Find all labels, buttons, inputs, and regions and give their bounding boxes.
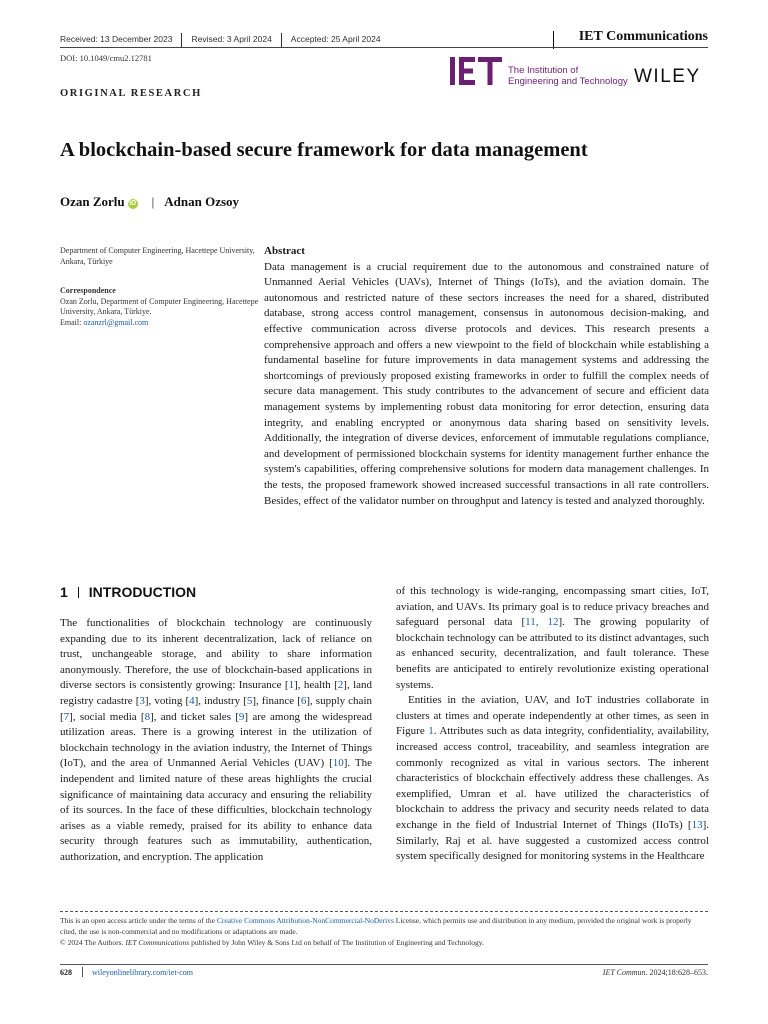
abstract-heading: Abstract (264, 245, 305, 257)
affiliation: Department of Computer Engineering, Hacettepe University, Ankara, Türkiye (60, 246, 255, 266)
citation-link[interactable]: 7 (63, 710, 70, 723)
citation-link[interactable]: 11, 12 (525, 616, 559, 629)
email-label: Email: (60, 317, 82, 327)
left-column (60, 616, 372, 866)
citation-link[interactable]: 10 (332, 757, 344, 770)
abstract-text: Data management is a crucial requirement due to the autonomous and constrained nature of Unmanned Aerial Vehicles (UAVs), Internet of Things (IoTs), and the aviation domain. The autonomous and restricted nature of these sectors increases the need for a shared, distributed database, strong access control management, consensus in autonomous decision-making, and effective communication across diverse protocols and devices. This research presents a comprehensive approach and offers a new viewpoint to the field of blockchain while establishing a fundamental baseline for future improvements in data management systems and addressing the shortcomings of previously proposed existing frameworks in order to fulfill the complex needs of secure data management. This study contributes to the advancement of secure and efficient data management systems by implementing robust data monitoring for error detection, ensuring data integrity, and enabling encrypted or anonymous data sharing based on sensitivity levels. Additionally, the integration of diverse devices, enforcement of immutable regulations compliance, and development of permissioned blockchain systems for identity management further enhance the system's capabilities, offering comprehensive solutions for modern data management challenges. In the tests, the proposed framework showed increased successful transactions in all rate controllers. Besides, effect of the validator number on throughput and latency is tested and analyzed thoroughly. (264, 260, 709, 507)
correspondence-text: Ozan Zorlu, Department of Computer Engineering, Hacettepe University, Ankara, Türkiye. (60, 296, 259, 316)
author-separator: | (151, 194, 155, 209)
correspondence-heading: Correspondence (60, 286, 116, 295)
journal-name[interactable]: IET Communications (578, 29, 708, 44)
intro-paragraph-2: Entities in the aviation, UAV, and IoT industries collaborate in clusters at times and operate independently at other times, as seen in Figure 1. Attributes such as data integrity, confidentiality, availability, increased access control, traceability, and seamless integration are commonly recognized as vital in various sectors. The inherent characteristics of blockchain effectively address these challenges. As exemplified, Umran et al. have utilized the characteristics of blockchain to address the privacy and security needs related to data exchange in the field of Industrial Internet of Things (IIoTs) [13]. Similarly, Raj et al. have suggested a customized access control system specifically designed for monitoring systems in the Healthcare (396, 694, 709, 863)
page-separator (82, 967, 83, 977)
author-1[interactable]: Ozan Zorlu (60, 194, 125, 209)
right-column (396, 584, 709, 865)
citation-link[interactable]: 1 (288, 679, 295, 692)
article-title: A blockchain-based secure framework for data management (60, 139, 588, 161)
citation-link[interactable]: 8 (144, 710, 151, 723)
section-number: 1 (60, 584, 68, 600)
orcid-icon[interactable]: iD (129, 200, 137, 207)
citation-link[interactable]: 3 (139, 694, 145, 707)
author-list (60, 194, 239, 210)
email-link[interactable]: ozanzrl@gmail.com (83, 317, 149, 327)
footnote-rule (60, 911, 708, 912)
iet-line2: Engineering and Technology (508, 75, 628, 87)
article-dates (60, 33, 381, 47)
section-heading (60, 584, 196, 600)
author-2[interactable]: Adnan Ozsoy (164, 194, 240, 209)
iet-name (508, 66, 628, 87)
citation-link[interactable]: 9 (238, 710, 245, 723)
intro-paragraph-1-cont: of this technology is wide-ranging, encompassing smart cities, IoT, aviation, and UAVs. Its primary goal is to reduce privacy breaches and safeguard personal data [11, 12]. The growing popularity of blockchain technology can be attributed to its distinct advantages, such as enhanced security, decentralization, and fault tolerance. These benefits are anticipated to entirely revolutionize existing operational systems. (396, 585, 709, 691)
revised-date: Revised: 3 April 2024 (191, 34, 272, 45)
abstract (264, 244, 709, 509)
figure-link[interactable]: 1 (428, 725, 434, 738)
license-link[interactable]: Creative Commons Attribution-NonCommercial-NoDerivs (216, 916, 394, 925)
iet-logo[interactable] (450, 57, 502, 85)
citation-link[interactable]: 6 (300, 694, 307, 707)
received-date: Received: 13 December 2023 (60, 34, 173, 45)
license-notice: This is an open access article under the terms of the Creative Commons Attribution-NonCommercial-NoDerivs License, which permits use and distribution in any medium, provided the original work is properly cited, the use is non-commercial and no modifications or adaptations are made. © 2024 The Authors. IET Communications published by John Wiley & Sons Ltd on behalf of The Institution of Engineering and Technology. (60, 916, 692, 947)
correspondence (60, 286, 260, 328)
page-number: 628 (60, 968, 72, 977)
wiley-logo[interactable]: WILEY (634, 66, 701, 87)
citation-link[interactable]: 2 (337, 679, 344, 692)
citation-link[interactable]: 13 (691, 818, 703, 831)
citation-link[interactable]: 5 (246, 694, 253, 707)
footer-rule (60, 964, 708, 965)
section-title: INTRODUCTION (88, 584, 197, 600)
journal-site-link[interactable]: wileyonlinelibrary.com/iet-com (92, 968, 194, 977)
citation-info: IET Commun. 2024;18:628–653. (602, 968, 708, 977)
header-rule (60, 47, 708, 48)
intro-paragraph-1: The functionalities of blockchain technology are continuously expanding due to its inherent decentralization, lack of reliance on trust, unchangeable storage, and ability to share information anonymously. Therefore, the use of blockchain-based applications in diverse sectors is consistently growing: Insurance [1], health [2], land registry cadastre [3], voting [4], industry [5], finance [6], supply chain [7], social media [8], and ticket sales [9] are among the widespread utilization areas. There is a growing interest in the utilization of blockchain technology in the aviation industry, the Internet of Things (IoT), and the area of Unmanned Aerial Vehicles (UAV) [10]. The independent and limited nature of these areas highlights the crucial significance of maintaining data accuracy and ensuring the reliability of its sources. In the face of these difficulties, blockchain technology arises as a viable remedy, praised for its ability to enhance data security through features such as immutability, authentication, authorization, and encryption. The application (60, 617, 373, 863)
section-label: ORIGINAL RESEARCH (60, 88, 202, 99)
doi[interactable]: DOI: 10.1049/cmu2.12781 (60, 53, 152, 63)
iet-line1: The Institution of (508, 65, 579, 76)
accepted-date: Accepted: 25 April 2024 (290, 34, 381, 45)
citation-link[interactable]: 4 (189, 694, 195, 707)
